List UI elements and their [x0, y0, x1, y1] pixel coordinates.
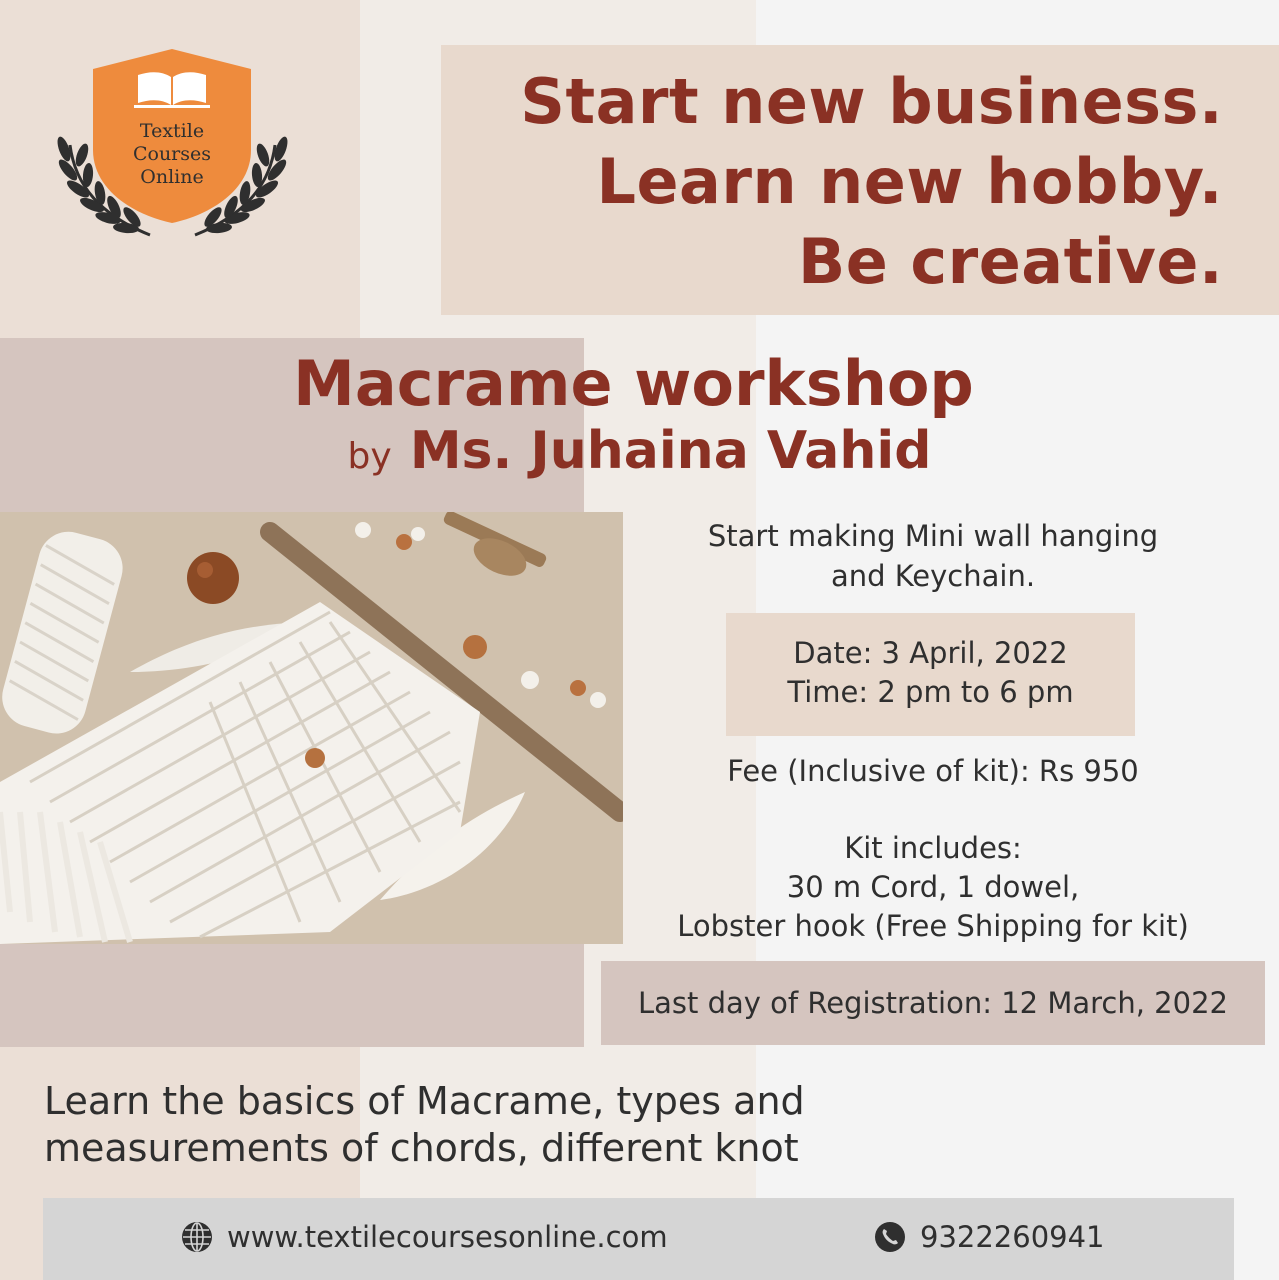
fee-text: Fee (Inclusive of kit): Rs 950	[727, 754, 1139, 788]
contact-footer	[43, 1198, 1234, 1280]
kit-item-2: Lobster hook (Free Shipping for kit)	[677, 909, 1189, 943]
headline-line-2: Learn new hobby.	[596, 145, 1223, 218]
kit-details	[600, 829, 1266, 946]
date-time-panel	[726, 613, 1135, 736]
learn-line-1: Learn the basics of Macrame, types and	[44, 1079, 805, 1123]
instructor-name: Ms. Juhaina Vahid	[409, 421, 932, 481]
learn-line-2: measurements of chords, different knot	[44, 1126, 799, 1170]
learn-description	[44, 1078, 864, 1172]
logo-text-line-2: Courses	[132, 143, 212, 165]
event-date: Date: 3 April, 2022	[793, 636, 1068, 670]
textile-courses-online-logo	[50, 45, 295, 255]
macrame-illustration	[0, 512, 623, 944]
intro-line-2: and Keychain.	[830, 559, 1036, 593]
kit-heading: Kit includes:	[844, 831, 1022, 865]
phone-icon	[874, 1221, 906, 1253]
phone-number[interactable]: 9322260941	[920, 1220, 1105, 1254]
logo-emblem	[50, 45, 295, 255]
headline-line-1: Start new business.	[520, 65, 1223, 138]
event-time: Time: 2 pm to 6 pm	[787, 675, 1074, 709]
workshop-title: Macrame workshop	[293, 347, 974, 420]
logo-text-line-3: Online	[140, 166, 204, 188]
intro-line-1: Start making Mini wall hanging	[707, 519, 1159, 553]
headline	[520, 62, 1223, 302]
kit-item-1: 30 m Cord, 1 dowel,	[786, 870, 1080, 904]
intro-text	[600, 516, 1266, 596]
website-url[interactable]: www.textilecoursesonline.com	[227, 1220, 668, 1254]
website-contact[interactable]	[181, 1220, 668, 1254]
macrame-photo	[0, 512, 623, 944]
logo-text-line-1: Textile	[139, 120, 205, 142]
registration-deadline: Last day of Registration: 12 March, 2022	[601, 961, 1265, 1045]
headline-line-3: Be creative.	[797, 225, 1223, 298]
phone-contact[interactable]	[874, 1220, 1105, 1254]
byline-prefix: by	[347, 436, 392, 477]
workshop-byline	[0, 420, 1279, 488]
globe-icon	[181, 1221, 213, 1253]
